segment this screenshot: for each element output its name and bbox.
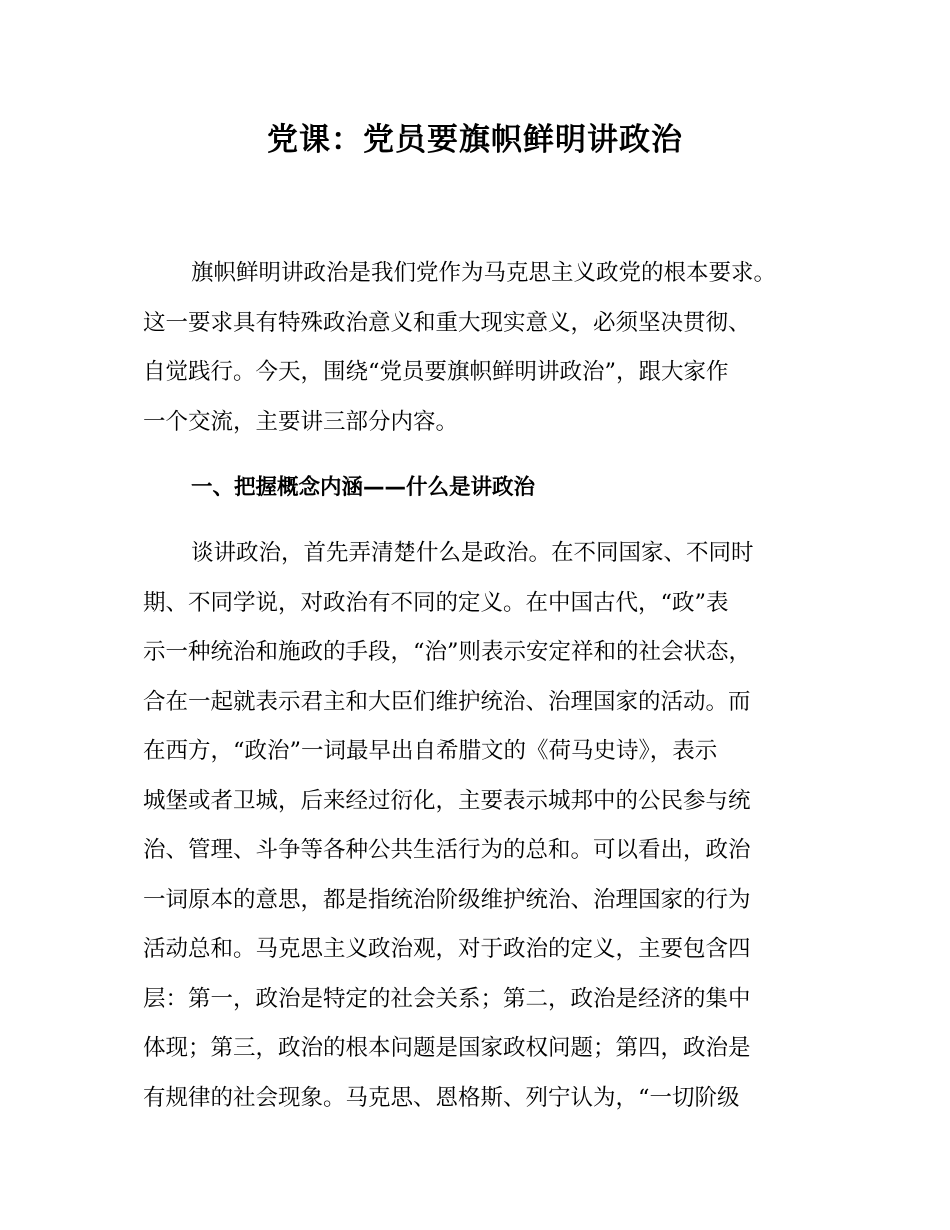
intro-paragraph xyxy=(143,249,833,447)
paragraph-line: 示一种统治和施政的手段，“治”则表示安定祥和的社会状态， xyxy=(143,639,752,665)
section-heading: 一、把握概念内涵——什么是讲政治 xyxy=(191,475,536,500)
paragraph-line: 自觉践行。今天，围绕“党员要旗帜鲜明讲政治”，跟大家作 xyxy=(143,359,729,385)
paragraph-line: 在西方，“政治”一词最早出自希腊文的《荷马史诗》，表示 xyxy=(143,738,718,764)
paragraph-line: 一词原本的意思，都是指统治阶级维护统治、治理国家的行为 xyxy=(143,886,751,913)
paragraph-line: 合在一起就表示君主和大臣们维护统治、治理国家的活动。而 xyxy=(143,688,751,715)
paragraph-line: 期、不同学说，对政治有不同的定义。在中国古代，“政”表 xyxy=(143,589,729,616)
paragraph-line: 层：第一，政治是特定的社会关系；第二，政治是经济的集中 xyxy=(143,985,751,1012)
paragraph-line: 谈讲政治，首先弄清楚什么是政治。在不同国家、不同时 xyxy=(191,540,754,566)
paragraph-line: 有规律的社会现象。马克思、恩格斯、列宁认为，“一切阶级 xyxy=(143,1084,740,1111)
paragraph-line: 城堡或者卫城，后来经过衍化，主要表示城邦中的公民参与统 xyxy=(143,787,751,814)
paragraph-line: 一个交流，主要讲三部分内容。 xyxy=(143,408,459,435)
section-paragraph xyxy=(143,529,833,1123)
paragraph-line: 治、管理、斗争等各种公共生活行为的总和。可以看出，政治 xyxy=(143,837,751,863)
paragraph-line: 体现；第三，政治的根本问题是国家政权问题；第四，政治是 xyxy=(143,1035,751,1061)
paragraph-line: 活动总和。马克思主义政治观，对于政治的定义，主要包含四 xyxy=(143,936,751,962)
paragraph-line: 这一要求具有特殊政治意义和重大现实意义，必须坚决贯彻、 xyxy=(143,309,751,336)
paragraph-line: 旗帜鲜明讲政治是我们党作为马克思主义政党的根本要求。 xyxy=(191,260,777,286)
document-title: 党课：党员要旗帜鲜明讲政治 xyxy=(267,122,683,158)
